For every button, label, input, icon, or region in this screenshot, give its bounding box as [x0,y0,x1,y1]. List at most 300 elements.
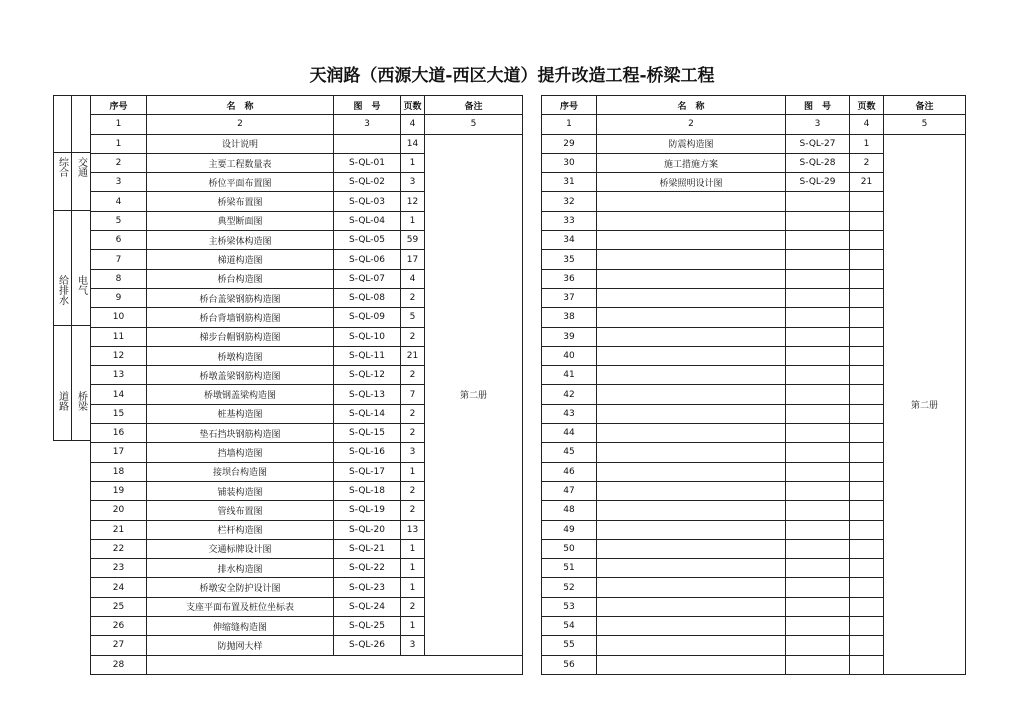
row-seq: 36 [542,269,597,288]
table-gap [523,655,542,674]
table-row [91,501,966,520]
row-pages [850,250,884,269]
row-pages [850,269,884,288]
table-row [91,520,966,539]
row-pages [850,385,884,404]
row-pages: 1 [401,617,425,636]
row-seq: 15 [91,404,147,423]
row-pages [850,539,884,558]
row-drawing: S-QL-18 [334,481,401,500]
row-seq: 33 [542,211,597,230]
row-pages: 1 [401,462,425,481]
row-drawing [786,211,850,230]
row-drawing [786,366,850,385]
row-seq: 19 [91,481,147,500]
row-drawing [786,192,850,211]
row-pages [850,424,884,443]
table-row [91,231,966,250]
table-gap [523,269,542,288]
row-drawing [786,578,850,597]
row-drawing: S-QL-24 [334,597,401,616]
row-seq: 25 [91,597,147,616]
row-seq: 48 [542,501,597,520]
row-pages: 17 [401,250,425,269]
row-pages: 59 [401,231,425,250]
table-gap [523,481,542,500]
row-drawing: S-QL-20 [334,520,401,539]
row-seq: 50 [542,539,597,558]
row-drawing [786,404,850,423]
row-drawing [786,559,850,578]
row-name: 主要工程数量表 [147,153,334,172]
row-seq: 34 [542,231,597,250]
row-seq: 37 [542,288,597,307]
row-name [597,578,786,597]
row-drawing: S-QL-09 [334,308,401,327]
row-seq: 22 [91,539,147,558]
row-name: 桩基构造图 [147,404,334,423]
row-pages: 4 [401,269,425,288]
row-pages: 21 [401,346,425,365]
table-row [91,173,966,192]
row-seq: 54 [542,617,597,636]
row-seq: 42 [542,385,597,404]
index-drawing: 3 [786,115,850,134]
table-row [91,366,966,385]
row-pages: 1 [401,153,425,172]
row-name [597,366,786,385]
table-gap [523,96,542,115]
table-gap [523,578,542,597]
row-drawing: S-QL-02 [334,173,401,192]
row-drawing: S-QL-04 [334,211,401,230]
row-pages [850,211,884,230]
table-row [91,578,966,597]
row-name: 梯道构造图 [147,250,334,269]
row-seq: 43 [542,404,597,423]
row-seq: 1 [91,134,147,153]
table-gap [523,211,542,230]
row-pages: 2 [401,366,425,385]
row-drawing: S-QL-12 [334,366,401,385]
row-drawing [786,636,850,655]
category-traffic: 交通 [75,157,87,177]
row-drawing: S-QL-11 [334,346,401,365]
row-name [597,346,786,365]
row-seq: 10 [91,308,147,327]
row-seq: 53 [542,597,597,616]
table-row [91,636,966,655]
table-row [91,655,966,674]
header-seq: 序号 [91,96,147,115]
category-bridge: 桥梁 [75,391,87,411]
row-name [597,636,786,655]
table-gap [523,231,542,250]
row-name: 桥台盖梁钢筋构造图 [147,288,334,307]
table-row [91,481,966,500]
table-gap [523,617,542,636]
row-seq: 32 [542,192,597,211]
row-pages [850,443,884,462]
row-name [597,443,786,462]
row-seq: 39 [542,327,597,346]
table-gap [523,192,542,211]
row-pages [850,559,884,578]
row-drawing: S-QL-05 [334,231,401,250]
index-seq: 1 [91,115,147,134]
row-name: 铺装构造图 [147,481,334,500]
row-name: 桥台背墙钢筋构造图 [147,308,334,327]
table-row [91,539,966,558]
row-drawing: S-QL-17 [334,462,401,481]
row-name [597,539,786,558]
row-name: 垫石挡块钢筋构造图 [147,424,334,443]
table-row [91,153,966,172]
row-drawing: S-QL-14 [334,404,401,423]
table-gap [523,424,542,443]
table-row [91,192,966,211]
row-seq: 20 [91,501,147,520]
row-seq: 41 [542,366,597,385]
row-name: 桥墩盖梁钢筋构造图 [147,366,334,385]
row-name [597,192,786,211]
table-gap [523,443,542,462]
row-drawing [786,597,850,616]
row-seq: 11 [91,327,147,346]
row-name: 桥墩安全防护设计图 [147,578,334,597]
row-seq: 49 [542,520,597,539]
index-remark: 5 [884,115,966,134]
row-pages: 13 [401,520,425,539]
table-gap [523,539,542,558]
index-drawing: 3 [334,115,401,134]
row-drawing: S-QL-21 [334,539,401,558]
row-name: 交通标牌设计图 [147,539,334,558]
row-seq: 35 [542,250,597,269]
row-name [597,211,786,230]
row-pages: 14 [401,134,425,153]
index-name: 2 [597,115,786,134]
row-seq: 47 [542,481,597,500]
row-name: 主桥梁体构造图 [147,231,334,250]
row-seq: 46 [542,462,597,481]
row-pages: 12 [401,192,425,211]
row-name [597,481,786,500]
table-row [91,424,966,443]
row-seq: 7 [91,250,147,269]
table-gap [523,288,542,307]
row-drawing [334,134,401,153]
row-drawing: S-QL-28 [786,153,850,172]
table-gap [523,559,542,578]
table-row [91,211,966,230]
table-row [91,269,966,288]
table-gap [523,327,542,346]
row-pages [850,617,884,636]
table-row [91,250,966,269]
table-row [91,385,966,404]
table-gap [523,134,542,153]
table-gap [523,636,542,655]
category-general: 综合 [56,157,68,177]
header-remark: 备注 [425,96,523,115]
row-seq: 2 [91,153,147,172]
row-name: 桥位平面布置图 [147,173,334,192]
row-name: 桥梁布置图 [147,192,334,211]
row-drawing: S-QL-10 [334,327,401,346]
row-pages [850,192,884,211]
row-drawing: S-QL-23 [334,578,401,597]
row-name: 施工措施方案 [597,153,786,172]
category-electrical: 电气 [75,275,87,295]
row-drawing: S-QL-25 [334,617,401,636]
index-name: 2 [147,115,334,134]
table-gap [523,520,542,539]
row-pages: 21 [850,173,884,192]
row-pages: 3 [401,173,425,192]
row-pages [850,308,884,327]
row-pages: 3 [401,636,425,655]
row-seq: 29 [542,134,597,153]
table-row [91,346,966,365]
row-pages: 2 [850,153,884,172]
row-pages: 1 [401,559,425,578]
row-seq: 31 [542,173,597,192]
row-name [597,231,786,250]
row-name [597,424,786,443]
index-row [91,115,966,134]
row-name: 挡墙构造图 [147,443,334,462]
table-row [91,617,966,636]
row-pages: 1 [401,578,425,597]
table-gap [523,462,542,481]
row-pages: 2 [401,404,425,423]
row-seq: 38 [542,308,597,327]
row-name [597,597,786,616]
row-seq: 17 [91,443,147,462]
row-name [597,288,786,307]
row-drawing [786,501,850,520]
table-gap [523,153,542,172]
row-drawing [786,269,850,288]
table-row [91,559,966,578]
table-gap [523,404,542,423]
header-name: 名 称 [147,96,334,115]
table-body [91,96,966,675]
row-name: 管线布置图 [147,501,334,520]
row-pages: 2 [401,501,425,520]
index-pages: 4 [850,115,884,134]
row-name: 防震构造图 [597,134,786,153]
row-drawing: S-QL-13 [334,385,401,404]
row-name [597,559,786,578]
row-seq: 51 [542,559,597,578]
table-gap [523,308,542,327]
row-name: 桥墩构造图 [147,346,334,365]
header-seq: 序号 [542,96,597,115]
row-seq: 8 [91,269,147,288]
index-seq: 1 [542,115,597,134]
row-pages: 1 [850,134,884,153]
row-pages: 7 [401,385,425,404]
row-drawing: S-QL-06 [334,250,401,269]
row-drawing [786,655,850,674]
row-name [597,385,786,404]
row-name: 栏杆构造图 [147,520,334,539]
row-name: 排水构造图 [147,559,334,578]
header-row [91,96,966,115]
row-pages [850,346,884,365]
header-drawing: 图 号 [334,96,401,115]
row-pages [850,462,884,481]
row-seq: 27 [91,636,147,655]
row-pages: 2 [401,288,425,307]
row-drawing [786,481,850,500]
row-seq: 9 [91,288,147,307]
row-drawing [786,520,850,539]
table-row [91,134,966,153]
row-name: 桥台构造图 [147,269,334,288]
row-name [597,269,786,288]
row-drawing [786,424,850,443]
row-pages: 2 [401,597,425,616]
row-pages [850,655,884,674]
row-name: 桥梁照明设计图 [597,173,786,192]
row-name [597,462,786,481]
row-seq: 24 [91,578,147,597]
row-pages: 5 [401,308,425,327]
row-drawing [786,288,850,307]
row-drawing [786,308,850,327]
row-name [597,250,786,269]
header-drawing: 图 号 [786,96,850,115]
row-name [597,617,786,636]
row-drawing [786,346,850,365]
row-pages [850,404,884,423]
row-drawing: S-QL-27 [786,134,850,153]
table-row [91,308,966,327]
row-seq: 21 [91,520,147,539]
row-drawing [786,231,850,250]
table-gap [523,346,542,365]
volume-remark: 第二册 [425,134,523,655]
category-sidebar [53,95,90,441]
row-name: 梯步台帽钢筋构造图 [147,327,334,346]
table-row [91,288,966,307]
row-drawing: S-QL-15 [334,424,401,443]
row-name: 支座平面布置及桩位坐标表 [147,597,334,616]
row-seq: 40 [542,346,597,365]
row-drawing: S-QL-08 [334,288,401,307]
row-drawing: S-QL-07 [334,269,401,288]
row-drawing: S-QL-22 [334,559,401,578]
row-seq: 13 [91,366,147,385]
row-drawing [786,443,850,462]
table-gap [523,250,542,269]
row-seq: 28 [91,655,147,674]
row-name: 典型断面图 [147,211,334,230]
row-drawing [786,250,850,269]
table-row [91,597,966,616]
header-name: 名 称 [597,96,786,115]
row-seq: 26 [91,617,147,636]
row-seq: 6 [91,231,147,250]
row-seq: 18 [91,462,147,481]
volume-remark: 第二册 [884,134,966,674]
row-name [597,308,786,327]
row-drawing: S-QL-03 [334,192,401,211]
row-pages: 1 [401,539,425,558]
row-seq: 30 [542,153,597,172]
row-seq: 55 [542,636,597,655]
category-drainage: 给排水 [56,275,68,305]
row-pages [850,288,884,307]
row-seq: 23 [91,559,147,578]
row-drawing [786,385,850,404]
table-gap [523,385,542,404]
row-name: 桥墩钢盖梁构造图 [147,385,334,404]
table-gap [523,597,542,616]
row-name [597,655,786,674]
table-gap [523,115,542,134]
row-seq: 52 [542,578,597,597]
row-pages: 2 [401,481,425,500]
row-pages [850,501,884,520]
row-pages: 2 [401,327,425,346]
row-drawing [786,327,850,346]
row-seq: 14 [91,385,147,404]
table-row [91,462,966,481]
table-row [91,404,966,423]
table-row [91,327,966,346]
table-gap [523,501,542,520]
row-seq: 12 [91,346,147,365]
row-name: 设计说明 [147,134,334,153]
row-drawing: S-QL-01 [334,153,401,172]
row-drawing [786,617,850,636]
row-seq: 56 [542,655,597,674]
table-row [91,443,966,462]
row-drawing: S-QL-26 [334,636,401,655]
header-pages: 页数 [401,96,425,115]
row-drawing: S-QL-19 [334,501,401,520]
row-pages [850,327,884,346]
table-gap [523,173,542,192]
row-seq: 45 [542,443,597,462]
row-pages [850,520,884,539]
row-drawing [786,462,850,481]
row-seq: 4 [91,192,147,211]
index-remark: 5 [425,115,523,134]
category-road: 道路 [56,391,68,411]
row-empty [147,655,523,674]
row-pages: 2 [401,424,425,443]
header-remark: 备注 [884,96,966,115]
row-seq: 44 [542,424,597,443]
row-name [597,327,786,346]
row-pages [850,481,884,500]
header-pages: 页数 [850,96,884,115]
table-gap [523,366,542,385]
row-pages [850,578,884,597]
row-drawing: S-QL-16 [334,443,401,462]
document-title: 天润路（西源大道-西区大道）提升改造工程-桥梁工程 [309,66,715,86]
row-seq: 5 [91,211,147,230]
row-pages: 3 [401,443,425,462]
row-name: 防抛网大样 [147,636,334,655]
row-pages [850,597,884,616]
row-name [597,501,786,520]
